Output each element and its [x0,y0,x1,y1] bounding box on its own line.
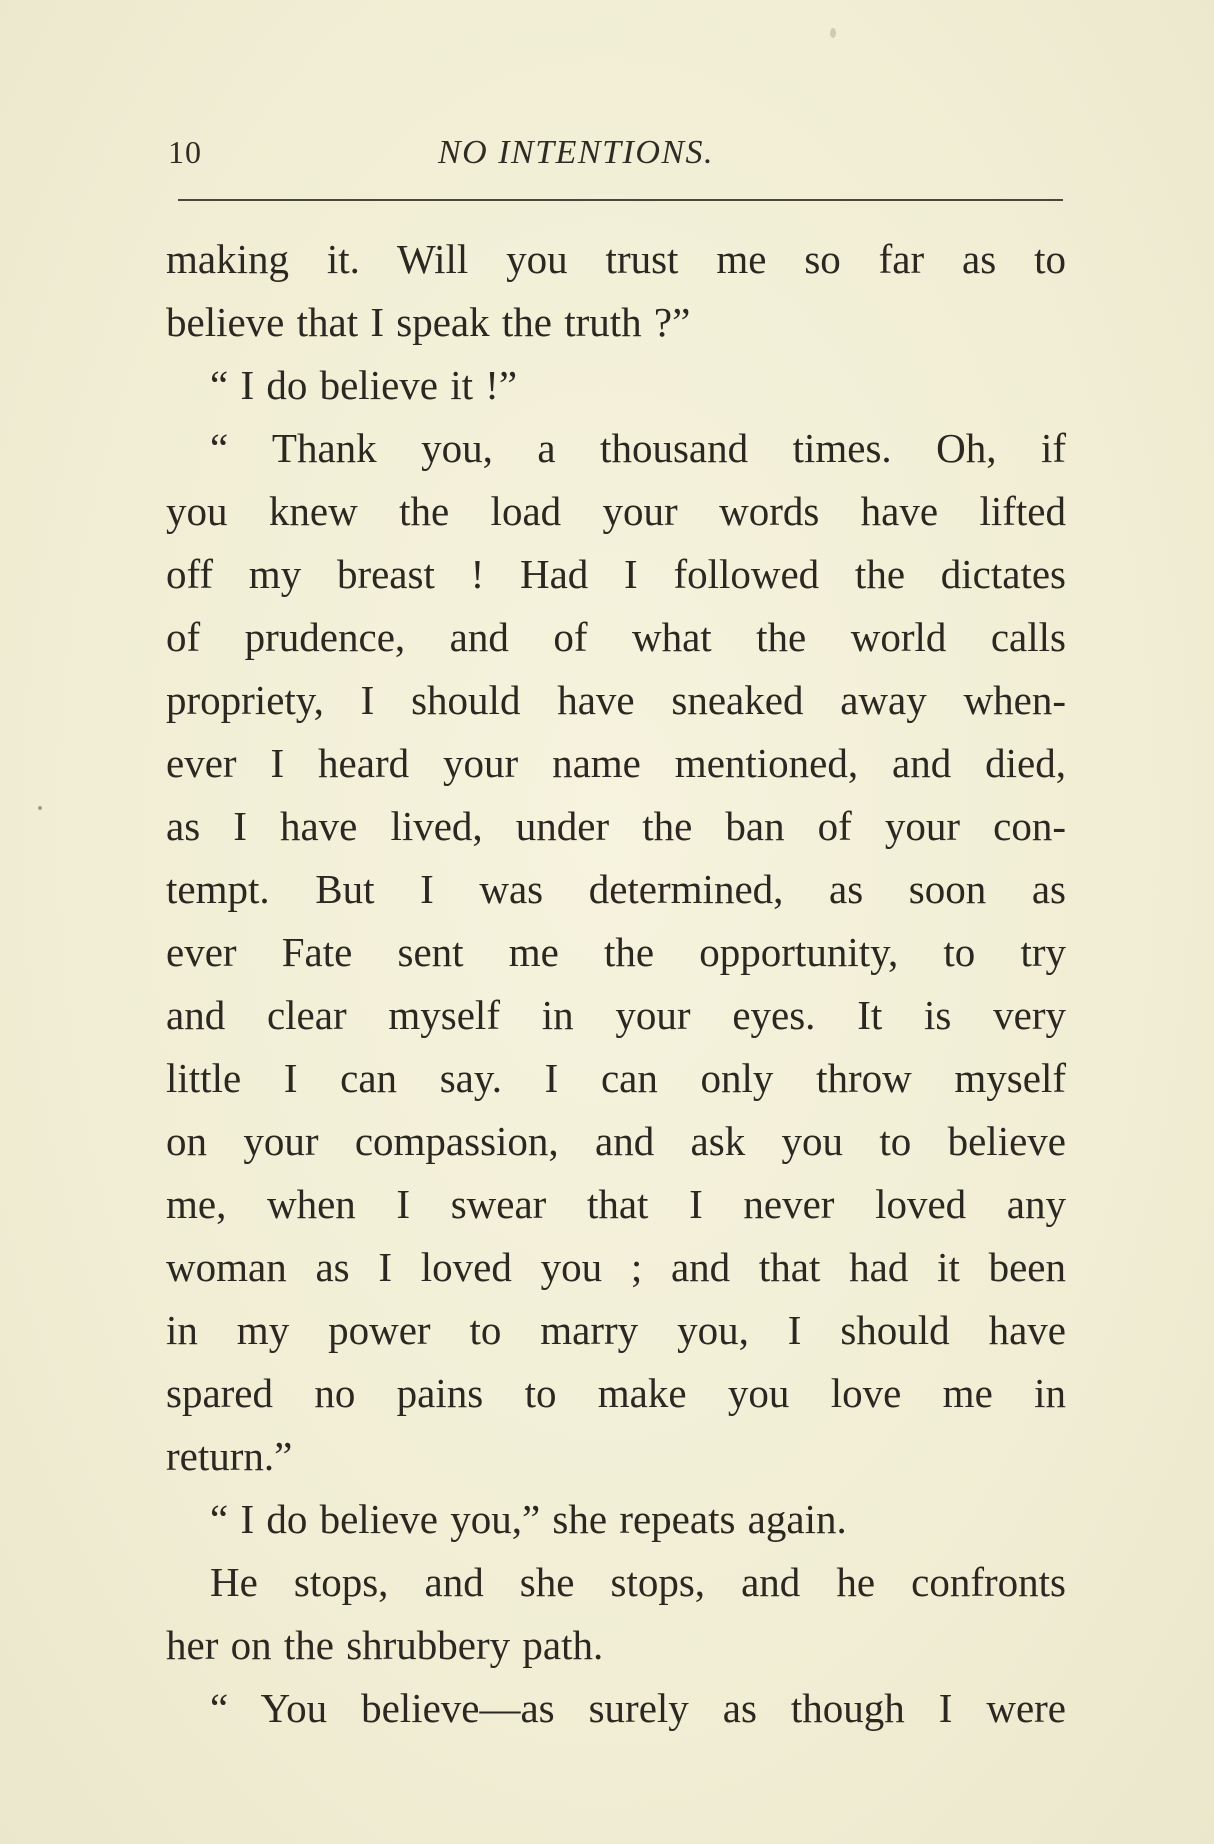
text-line: propriety, I should have sneaked away when- [166,677,1066,723]
text-line: He stops, and she stops, and he confronts [210,1559,1066,1605]
body-text [166,228,1066,1740]
text-line: and clear myself in your eyes. It is very [166,992,1066,1038]
text-line: of prudence, and of what the world calls [166,614,1066,660]
page-speck [38,806,42,810]
text-line: little I can say. I can only throw myself [166,1055,1066,1101]
text-line: “ Thank you, a thousand times. Oh, if [210,425,1066,471]
page-header [168,134,1068,184]
text-line: as I have lived, under the ban of your con- [166,803,1066,849]
text-line: return.” [166,1433,293,1479]
header-rule [178,199,1063,201]
page-number: 10 [168,134,202,170]
text-line: “ I do believe you,” she repeats again. [210,1496,847,1542]
text-line: “ I do believe it !” [210,362,518,408]
text-line: believe that I speak the truth ?” [166,299,691,345]
text-line: in my power to marry you, I should have [166,1307,1066,1353]
text-line: spared no pains to make you love me in [166,1370,1066,1416]
text-line: on your compassion, and ask you to believe [166,1118,1066,1164]
text-line: making it. Will you trust me so far as to [166,236,1066,282]
text-line: ever I heard your name mentioned, and died, [166,740,1066,786]
page-speck [830,28,836,38]
text-line: you knew the load your words have lifted [166,488,1066,534]
text-line: me, when I swear that I never loved any [166,1181,1066,1227]
text-line: ever Fate sent me the opportunity, to try [166,929,1066,975]
text-line: woman as I loved you ; and that had it been [166,1244,1066,1290]
text-line: “ You believe—as surely as though I were [210,1685,1066,1731]
text-line: tempt. But I was determined, as soon as [166,866,1066,912]
text-line: her on the shrubbery path. [166,1622,604,1668]
running-title: NO INTENTIONS. [438,134,715,171]
text-line: off my breast ! Had I followed the dictates [166,551,1066,597]
